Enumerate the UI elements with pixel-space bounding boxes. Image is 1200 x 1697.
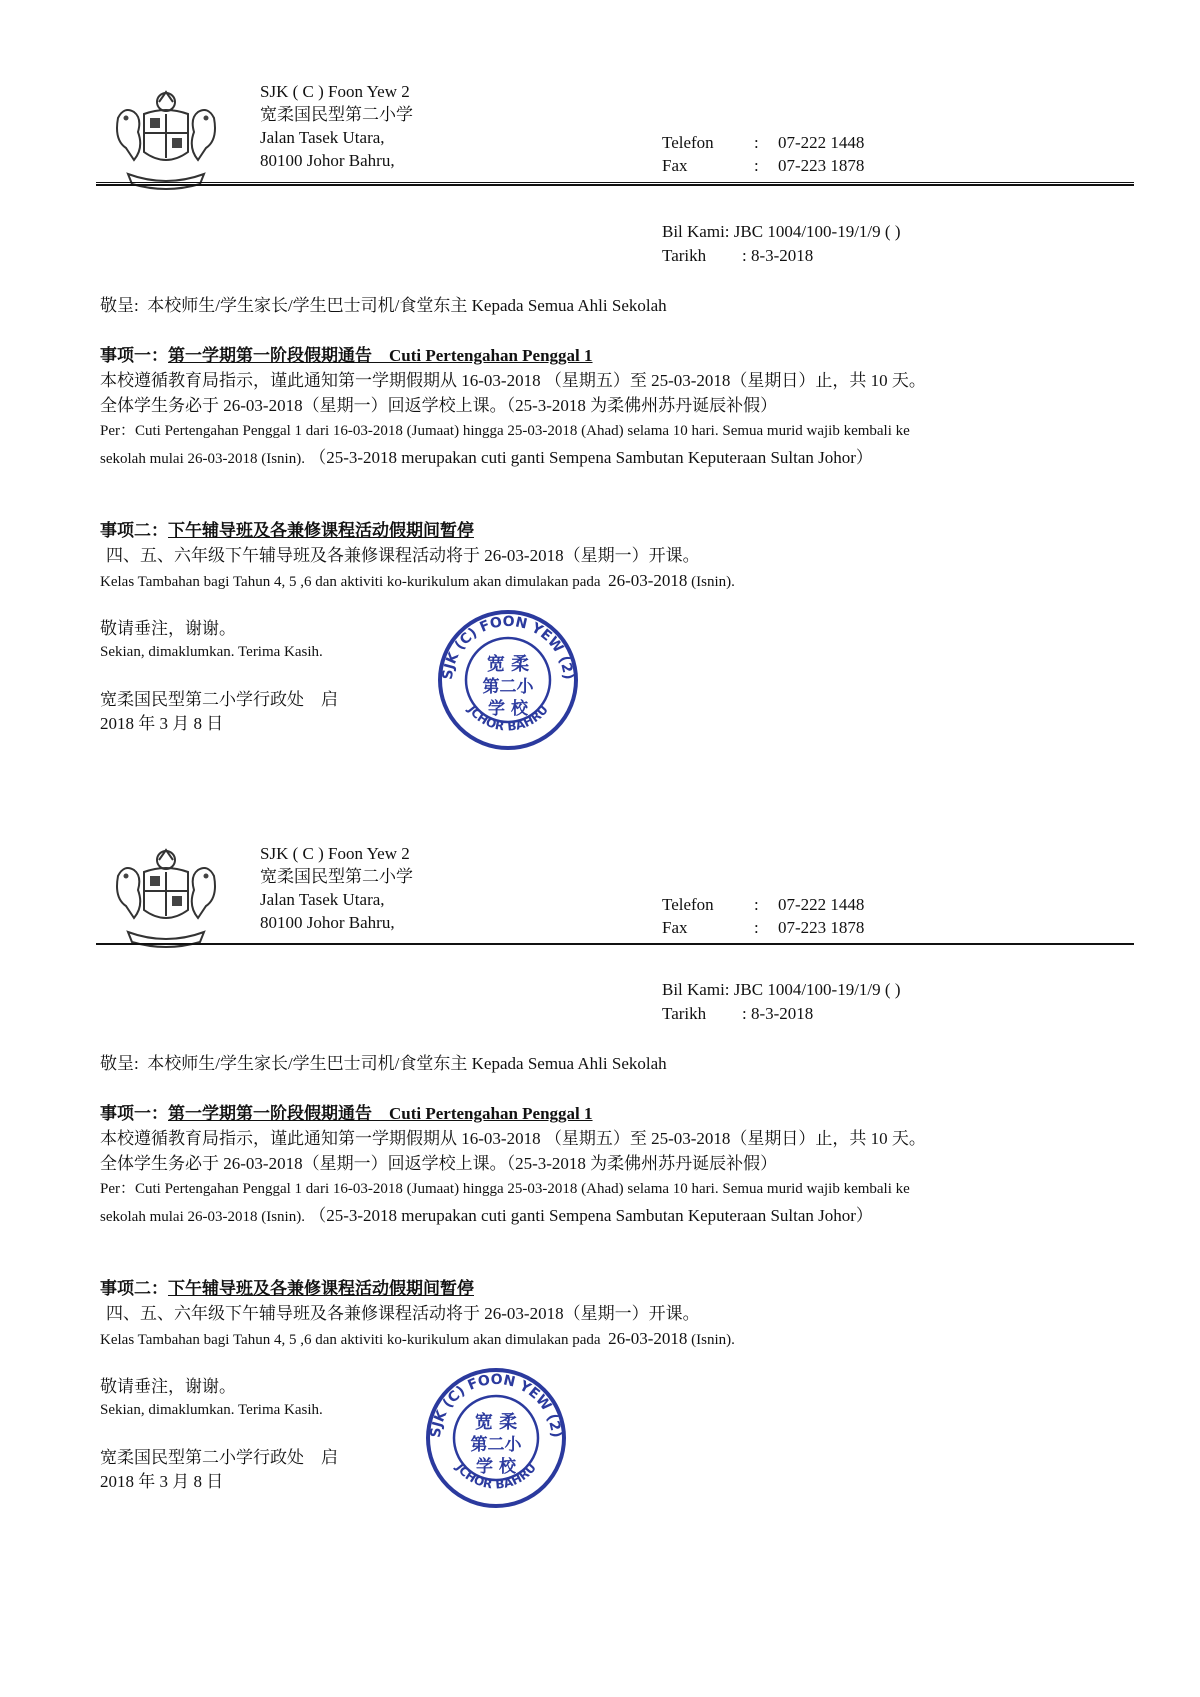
- item-1-line-4a: sekolah mulai 26-03-2018 (Isnin).: [100, 1209, 305, 1225]
- contact-info: Telefon : 07-222 1448 Fax : 07-223 1878: [662, 895, 865, 937]
- item-2-line-2b: 26-03-2018: [608, 571, 688, 590]
- item-1-title: 第一学期第一阶段假期通告 Cuti Pertengahan Penggal 1: [168, 346, 593, 365]
- letter-copy-1: [0, 0, 1200, 760]
- item-1-line-3: Per：Cuti Pertengahan Penggal 1 dari 16-03-2018 (Jumaat) hingga 25-03-2018 (Ahad) selama 10 hari. Semua murid wajib kembali ke: [100, 423, 910, 439]
- item-1-line-1: 本校遵循教育局指示，谨此通知第一学期假期从 16-03-2018 （星期五）至 25-03-2018（星期日）止，共 10 天。: [100, 1129, 926, 1148]
- coat-of-arms-icon: [104, 88, 228, 196]
- item-1-line-4b: （25-3-2018 merupakan cuti ganti Sempena Sambutan Keputeraan Sultan Johor）: [309, 1206, 873, 1225]
- school-stamp-icon: [418, 1362, 574, 1512]
- date-label: Tarikh: [662, 246, 707, 265]
- item-2-heading: [100, 1277, 474, 1301]
- item-1-prefix: 事项一：: [100, 346, 168, 365]
- svg-text:第二小: 第二小: [470, 1435, 522, 1455]
- header-divider-thin: [96, 182, 1134, 183]
- ref-label: Bil Kami:: [662, 980, 730, 999]
- signature-date: 2018 年 3 月 8 日: [100, 714, 224, 733]
- item-2-title: 下午辅导班及各兼修课程活动假期间暂停: [168, 521, 474, 540]
- addressee-label: 敬呈:: [100, 1054, 139, 1073]
- fax-value: 07-223 1878: [778, 918, 865, 937]
- svg-text:学 校: 学 校: [476, 1457, 516, 1477]
- header-divider: [96, 184, 1134, 186]
- tel-value: 07-222 1448: [778, 895, 865, 914]
- address-line-2: 80100 Johor Bahru,: [260, 913, 395, 932]
- item-2-line-2: [100, 569, 735, 594]
- fax-label: Fax: [662, 156, 688, 175]
- svg-text:学 校: 学 校: [488, 699, 528, 719]
- item-1-line-1: 本校遵循教育局指示，谨此通知第一学期假期从 16-03-2018 （星期五）至 25-03-2018（星期日）止，共 10 天。: [100, 371, 926, 390]
- reference-block: Bil Kami: JBC 1004/100-19/1/9 ( ) Tarikh : 8-3-2018: [662, 220, 900, 268]
- item-2-line-2b: 26-03-2018: [608, 1329, 688, 1348]
- item-2-heading: [100, 519, 474, 543]
- item-1-line-4: [100, 446, 873, 471]
- letter-copy-2: [0, 762, 1200, 1522]
- signature-date: 2018 年 3 月 8 日: [100, 1472, 224, 1491]
- school-address: [260, 842, 413, 934]
- item-1-line-2: 全体学生务必于 26-03-2018（星期一）回返学校上课。（25-3-2018 为柔佛州苏丹诞辰补假）: [100, 396, 778, 415]
- address-line-1: Jalan Tasek Utara,: [260, 890, 385, 909]
- header-divider: [96, 943, 1134, 945]
- item-2-line-2a: Kelas Tambahan bagi Tahun 4, 5 ,6 dan aktiviti ko-kurikulum akan dimulakan pada: [100, 574, 601, 590]
- item-2-line-1: 四、五、六年级下午辅导班及各兼修课程活动将于 26-03-2018（星期一）开课。: [106, 546, 700, 565]
- school-name-chinese: 宽柔国民型第二小学: [260, 867, 413, 886]
- item-1-heading: [100, 344, 593, 368]
- ref-label: Bil Kami:: [662, 222, 730, 241]
- closing-malay: Sekian, dimaklumkan. Terima Kasih.: [100, 1402, 323, 1418]
- svg-text:宽 柔: 宽 柔: [474, 1412, 518, 1433]
- addressee: [100, 1052, 667, 1076]
- item-1-line-4a: sekolah mulai 26-03-2018 (Isnin).: [100, 451, 305, 467]
- item-2-line-2a: Kelas Tambahan bagi Tahun 4, 5 ,6 dan aktiviti ko-kurikulum akan dimulakan pada: [100, 1332, 601, 1348]
- item-2-prefix: 事项二：: [100, 521, 168, 540]
- svg-text:JCHOR BAHRU: JCHOR BAHRU: [453, 1460, 540, 1492]
- date-value: 8-3-2018: [750, 246, 814, 265]
- svg-text:第二小: 第二小: [482, 677, 534, 697]
- svg-text:SJK (C) FOON YEW (2): SJK (C) FOON YEW (2): [427, 1371, 565, 1439]
- fax-value: 07-223 1878: [778, 156, 865, 175]
- ref-value: JBC 1004/100-19/1/9 ( ): [733, 980, 901, 999]
- item-2-line-2c: (Isnin).: [691, 1332, 735, 1348]
- item-2-line-2: [100, 1327, 735, 1352]
- closing-malay: Sekian, dimaklumkan. Terima Kasih.: [100, 644, 323, 660]
- item-1-line-4b: （25-3-2018 merupakan cuti ganti Sempena Sambutan Keputeraan Sultan Johor）: [309, 448, 873, 467]
- school-name: SJK ( C ) Foon Yew 2: [260, 844, 410, 863]
- addressee-text: 本校师生/学生家长/学生巴士司机/食堂东主 Kepada Semua Ahli Sekolah: [147, 296, 667, 315]
- school-name: SJK ( C ) Foon Yew 2: [260, 82, 410, 101]
- school-address: [260, 80, 413, 172]
- svg-text:宽 柔: 宽 柔: [486, 654, 530, 675]
- item-1-line-3: Per：Cuti Pertengahan Penggal 1 dari 16-03-2018 (Jumaat) hingga 25-03-2018 (Ahad) selama 10 hari. Semua murid wajib kembali ke: [100, 1181, 910, 1197]
- svg-text:JCHOR BAHRU: JCHOR BAHRU: [465, 702, 552, 734]
- contact-info: Telefon : 07-222 1448 Fax : 07-223 1878: [662, 133, 865, 175]
- item-1-line-2: 全体学生务必于 26-03-2018（星期一）回返学校上课。（25-3-2018 为柔佛州苏丹诞辰补假）: [100, 1154, 778, 1173]
- item-2-line-2c: (Isnin).: [691, 574, 735, 590]
- address-line-1: Jalan Tasek Utara,: [260, 128, 385, 147]
- school-stamp-icon: [430, 604, 586, 754]
- date-value: 8-3-2018: [750, 1004, 814, 1023]
- closing-chinese: 敬请垂注，谢谢。: [100, 1377, 236, 1396]
- school-name-chinese: 宽柔国民型第二小学: [260, 105, 413, 124]
- coat-of-arms-icon: [104, 846, 228, 954]
- item-1-prefix: 事项一：: [100, 1104, 168, 1123]
- tel-label: Telefon: [662, 133, 714, 152]
- signature: 宽柔国民型第二小学行政处 启: [100, 1448, 338, 1467]
- signature: 宽柔国民型第二小学行政处 启: [100, 690, 338, 709]
- item-2-line-1: 四、五、六年级下午辅导班及各兼修课程活动将于 26-03-2018（星期一）开课。: [106, 1304, 700, 1323]
- fax-label: Fax: [662, 918, 688, 937]
- reference-block: Bil Kami: JBC 1004/100-19/1/9 ( ) Tarikh : 8-3-2018: [662, 978, 900, 1026]
- address-line-2: 80100 Johor Bahru,: [260, 151, 395, 170]
- addressee-text: 本校师生/学生家长/学生巴士司机/食堂东主 Kepada Semua Ahli Sekolah: [147, 1054, 667, 1073]
- item-1-title: 第一学期第一阶段假期通告 Cuti Pertengahan Penggal 1: [168, 1104, 593, 1123]
- item-2-title: 下午辅导班及各兼修课程活动假期间暂停: [168, 1279, 474, 1298]
- ref-value: JBC 1004/100-19/1/9 ( ): [733, 222, 901, 241]
- item-1-line-4: [100, 1204, 873, 1229]
- item-2-prefix: 事项二：: [100, 1279, 168, 1298]
- item-1-heading: [100, 1102, 593, 1126]
- tel-value: 07-222 1448: [778, 133, 865, 152]
- svg-text:SJK (C) FOON YEW (2): SJK (C) FOON YEW (2): [439, 613, 577, 681]
- addressee: [100, 294, 667, 318]
- date-label: Tarikh: [662, 1004, 707, 1023]
- tel-label: Telefon: [662, 895, 714, 914]
- addressee-label: 敬呈:: [100, 296, 139, 315]
- closing-chinese: 敬请垂注，谢谢。: [100, 619, 236, 638]
